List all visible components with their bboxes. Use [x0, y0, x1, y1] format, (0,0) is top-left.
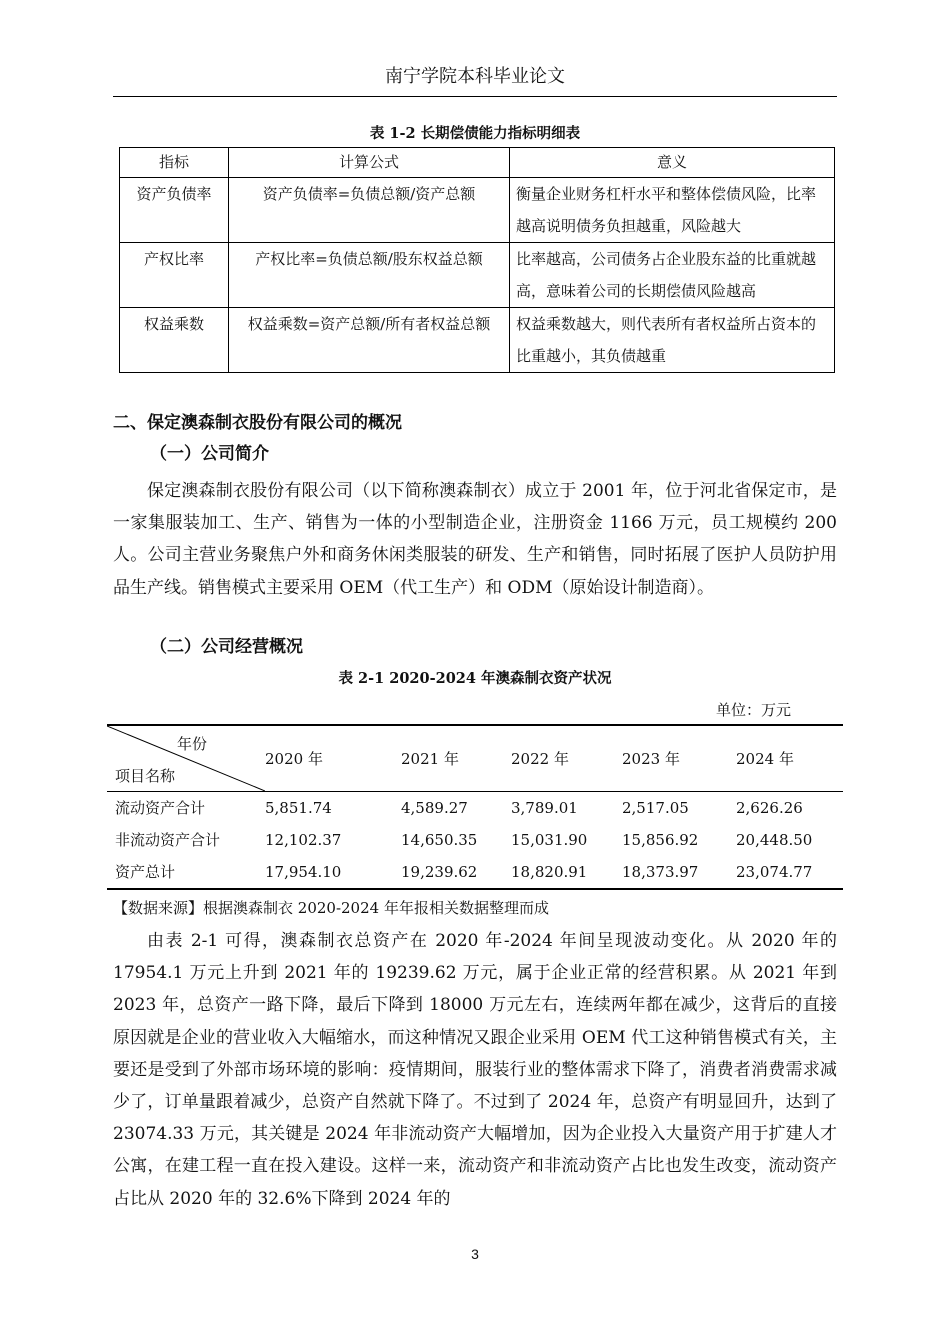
formula-cell: 权益乘数=资产总额/所有者权益总额: [229, 308, 510, 373]
table-row: [120, 243, 835, 308]
column-header: 意义: [510, 148, 835, 178]
table-1-2-caption: 表 1-2 长期偿债能力指标明细表: [369, 125, 581, 142]
value-cell: 15,031.90: [511, 831, 588, 849]
body-paragraph: 由表 2-1 可得，澳森制衣总资产在 2020 年-2024 年间呈现波动变化。从 2020 年的 17954.1 万元上升到 2021 年的 19239.62 万元，属于企业正常的经营积累。从 2021 年到 2023 年，总资产一路下降，最后下降到 18000 万元左右，连续两年都在减少，这背后的直接原因就是企业的营业收入大幅缩水，而这种情况又跟企业采用 OEM 代工这种销售模式有关，主要还是受到了外部市场环境的影响：疫情期间，服装行业的整体需求下降了，消费者消费需求减少了，订单量跟着减少，总资产自然就下降了。不过到了 2024 年，总资产有明显回升，达到了 23074.33 万元，其关键是 2024 年非流动资产大幅增加，因为企业投入大量资产用于扩建人才公寓，在建工程一直在投入建设。这样一来，流动资产和非流动资产占比也发生改变，流动资产占比从 2020 年的 32.6%下降到 2024 年的: [113, 931, 837, 1209]
table-2-1: [107, 724, 843, 890]
column-header: 计算公式: [229, 148, 510, 178]
subsection-heading: （二）公司经营概况: [150, 637, 303, 657]
meaning-cell: 比率越高，公司债务占企业股东益的比重就越高，意味着公司的长期偿债风险越高: [510, 243, 835, 308]
table-row: [107, 792, 843, 825]
year-header: 2023 年: [622, 725, 736, 792]
value-cell: 14,650.35: [401, 831, 478, 849]
formula-cell: 资产负债率=负债总额/资产总额: [229, 178, 510, 243]
row-name: 流动资产合计: [115, 799, 206, 817]
value-cell: 19,239.62: [401, 863, 478, 881]
column-header: 指标: [120, 148, 229, 178]
value-cell: 15,856.92: [622, 831, 699, 849]
value-cell: 18,373.97: [622, 863, 699, 881]
diagonal-header-cell: [107, 725, 265, 792]
value-cell: 20,448.50: [736, 831, 813, 849]
subsection-heading: （一）公司简介: [150, 444, 269, 464]
row-name: 资产总计: [115, 863, 176, 881]
body-paragraph: 保定澳森制衣股份有限公司（以下简称澳森制衣）成立于 2001 年，位于河北省保定市，是一家集服装加工、生产、销售为一体的小型制造企业，注册资金 1166 万元，员工规模约 200 人。公司主营业务聚焦户外和商务休闲类服装的研发、生产和销售，同时拓展了医护人员防护用品生产线。销售模式主要采用 OEM（代工生产）和 ODM（原始设计制造商）。: [113, 481, 837, 598]
meaning-cell: 权益乘数越大，则代表所有者权益所占资本的比重越小，其负债越重: [510, 308, 835, 373]
value-cell: 2,626.26: [736, 799, 803, 817]
page-number: 3: [471, 1246, 479, 1262]
header-rule: [113, 96, 837, 97]
value-cell: 12,102.37: [265, 831, 342, 849]
indicator-cell: 产权比率: [120, 243, 229, 308]
data-source-note: 【数据来源】根据澳森制衣 2020-2024 年年报相关数据整理而成: [113, 899, 549, 917]
table-row: [120, 178, 835, 243]
year-header: 2021 年: [401, 725, 511, 792]
corner-item-label: 项目名称: [115, 767, 176, 785]
table-2-1-caption: 表 2-1 2020-2024 年澳森制衣资产状况: [338, 670, 612, 687]
value-cell: 23,074.77: [736, 863, 813, 881]
table-row: [120, 308, 835, 373]
row-name: 非流动资产合计: [115, 831, 221, 849]
table-row: [107, 824, 843, 856]
corner-year-label: 年份: [177, 735, 208, 753]
table-1-2: [119, 147, 835, 373]
value-cell: 18,820.91: [511, 863, 588, 881]
value-cell: 5,851.74: [265, 799, 332, 817]
indicator-cell: 资产负债率: [120, 178, 229, 243]
meaning-cell: 衡量企业财务杠杆水平和整体偿债风险，比率越高说明债务负担越重，风险越大: [510, 178, 835, 243]
value-cell: 3,789.01: [511, 799, 578, 817]
value-cell: 4,589.27: [401, 799, 468, 817]
unit-label: 单位：万元: [716, 701, 792, 719]
year-header: 2024 年: [736, 725, 843, 792]
indicator-cell: 权益乘数: [120, 308, 229, 373]
year-header: 2022 年: [511, 725, 622, 792]
page-header: 南宁学院本科毕业论文: [385, 66, 565, 87]
section-heading: 二、保定澳森制衣股份有限公司的概况: [113, 413, 402, 433]
value-cell: 2,517.05: [622, 799, 689, 817]
table-row: [107, 856, 843, 889]
formula-cell: 产权比率=负债总额/股东权益总额: [229, 243, 510, 308]
value-cell: 17,954.10: [265, 863, 342, 881]
year-header: 2020 年: [265, 725, 401, 792]
